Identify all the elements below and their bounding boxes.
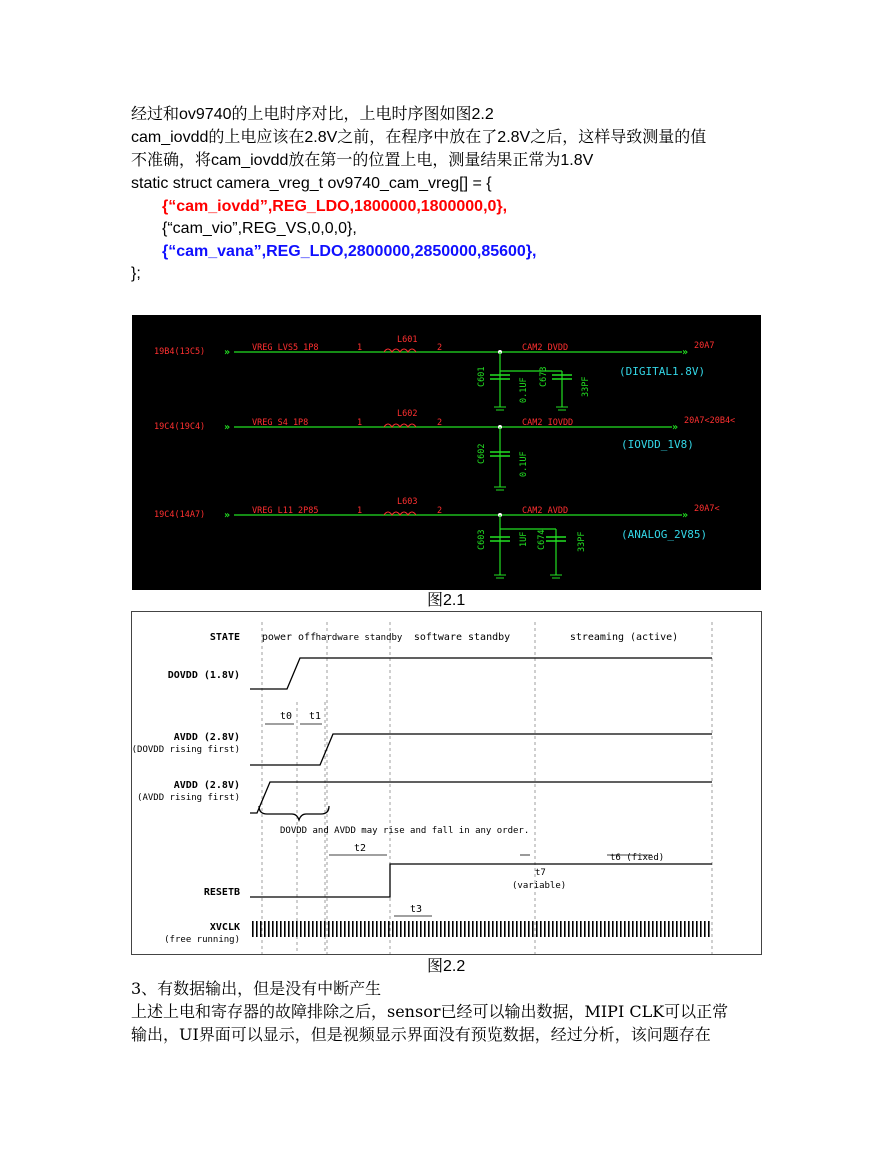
row2-dest: 20A7<20B4< xyxy=(684,416,736,426)
state-hardware-standby: hardware standby xyxy=(315,633,403,643)
code-declaration: static struct camera_vreg_t ov9740_cam_vreg[] = { xyxy=(131,175,492,192)
schematic-drawing xyxy=(132,315,761,590)
t2-label: t2 xyxy=(354,843,367,854)
t7-label: t7 xyxy=(535,868,546,878)
row2-net: VREG_S4_1P8 xyxy=(252,418,309,428)
row3-cap2-value: 33PF xyxy=(577,531,587,552)
t0-label: t0 xyxy=(280,711,293,722)
section-3-line-2: 输出，UI界面可以显示，但是视频显示界面没有预览数据，经过分析，该问题存在 xyxy=(131,1025,711,1044)
t7-sub: (variable) xyxy=(512,881,567,891)
row1-cap1: C601 xyxy=(477,366,487,387)
signal-xvclk-sub: (free running) xyxy=(164,935,240,945)
row2-pin1: 1 xyxy=(357,418,363,428)
row1-inductor: L601 xyxy=(397,335,418,345)
row1-dest-arrow-icon: » xyxy=(682,347,689,358)
row2-inductor: L602 xyxy=(397,409,418,419)
figure-caption-2-1: 图2.1 xyxy=(427,592,466,609)
row2-dest-arrow-icon: » xyxy=(672,422,679,433)
t1-label: t1 xyxy=(309,711,322,722)
row2-out-net: CAM2_IOVDD xyxy=(522,418,574,428)
signal-dovdd: DOVDD (1.8V) xyxy=(167,670,240,681)
row2-pin2: 2 xyxy=(437,418,443,428)
signal-xvclk: XVCLK xyxy=(209,922,240,933)
row3-cap1-value: 1UF xyxy=(519,531,529,547)
row3-net: VREG_L11_2P85 xyxy=(252,506,319,516)
row3-cap2: C674 xyxy=(537,529,547,550)
t3-label: t3 xyxy=(410,904,423,915)
signal-avdd-2: AVDD (2.8V) xyxy=(173,780,240,791)
row3-pin2: 2 xyxy=(437,506,443,516)
t6-label: t6 (fixed) xyxy=(610,853,665,863)
row1-dest: 20A7 xyxy=(694,341,715,351)
code-close: }; xyxy=(131,265,141,282)
row1-label: (DIGITAL1.8V) xyxy=(619,365,706,378)
row3-pin1: 1 xyxy=(357,506,363,516)
row1-cap2-value: 33PF xyxy=(581,376,591,397)
paragraph-line-2: cam_iovdd的上电应该在2.8V之前，在程序中放在了2.8V之后，这样导致测量的值 xyxy=(131,129,707,146)
row1-pin1: 1 xyxy=(357,343,363,353)
state-label: STATE xyxy=(209,632,240,643)
row3-out-net: CAM2_AVDD xyxy=(522,506,569,516)
section-3-line-1: 上述上电和寄存器的故障排除之后，sensor已经可以输出数据，MIPI CLK可以正常 xyxy=(131,1002,729,1021)
row2-ref: 19C4(19C4) xyxy=(154,422,206,432)
section-3-heading: 3、有数据输出，但是没有中断产生 xyxy=(131,979,382,998)
timing-drawing xyxy=(132,612,761,954)
row2-cap1-value: 0.1UF xyxy=(519,451,529,477)
code-row-vio: {“cam_vio”,REG_VS,0,0,0}, xyxy=(162,220,357,237)
signal-resetb: RESETB xyxy=(203,887,240,898)
row1-arrow-icon: » xyxy=(224,347,231,358)
row2-label: (IOVDD_1V8) xyxy=(621,438,694,451)
power-timing-diagram xyxy=(131,611,762,955)
row1-pin2: 2 xyxy=(437,343,443,353)
state-software-standby: software standby xyxy=(413,632,511,643)
paragraph-line-3: 不准确，将cam_iovdd放在第一的位置上电，测量结果正常为1.8V xyxy=(131,152,594,169)
row1-cap2: C673 xyxy=(539,366,549,387)
row3-ref: 19C4(14A7) xyxy=(154,510,206,520)
row3-label: (ANALOG_2V85) xyxy=(621,528,708,541)
code-row-vana: {“cam_vana”,REG_LDO,2800000,2850000,85600}, xyxy=(162,243,537,260)
signal-avdd-1-sub: (DOVDD rising first) xyxy=(132,745,240,755)
state-streaming: streaming (active) xyxy=(569,632,679,643)
order-note: DOVDD and AVDD may rise and fall in any order. xyxy=(280,826,530,836)
row2-arrow-icon: » xyxy=(224,422,231,433)
row3-dest: 20A7< xyxy=(694,504,720,514)
power-schematic-figure xyxy=(132,315,761,590)
row1-cap1-value: 0.1UF xyxy=(519,377,529,403)
row3-inductor: L603 xyxy=(397,497,418,507)
signal-avdd-2-sub: (AVDD rising first) xyxy=(137,793,240,803)
row1-net: VREG_LVS5_1P8 xyxy=(252,343,319,353)
row1-ref: 19B4(13C5) xyxy=(154,347,206,357)
paragraph-line-1: 经过和ov9740的上电时序对比，上电时序图如图2.2 xyxy=(131,106,494,123)
row3-dest-arrow-icon: » xyxy=(682,510,689,521)
row1-out-net: CAM2_DVDD xyxy=(522,343,569,353)
state-power-off: power off xyxy=(261,632,317,643)
row3-cap1: C603 xyxy=(477,529,487,550)
row2-cap1: C602 xyxy=(477,443,487,464)
figure-caption-2-2: 图2.2 xyxy=(427,958,466,975)
row3-arrow-icon: » xyxy=(224,510,231,521)
signal-avdd-1: AVDD (2.8V) xyxy=(173,732,240,743)
code-row-iovdd: {“cam_iovdd”,REG_LDO,1800000,1800000,0}, xyxy=(162,198,508,215)
xvclk-ticks xyxy=(250,921,712,937)
